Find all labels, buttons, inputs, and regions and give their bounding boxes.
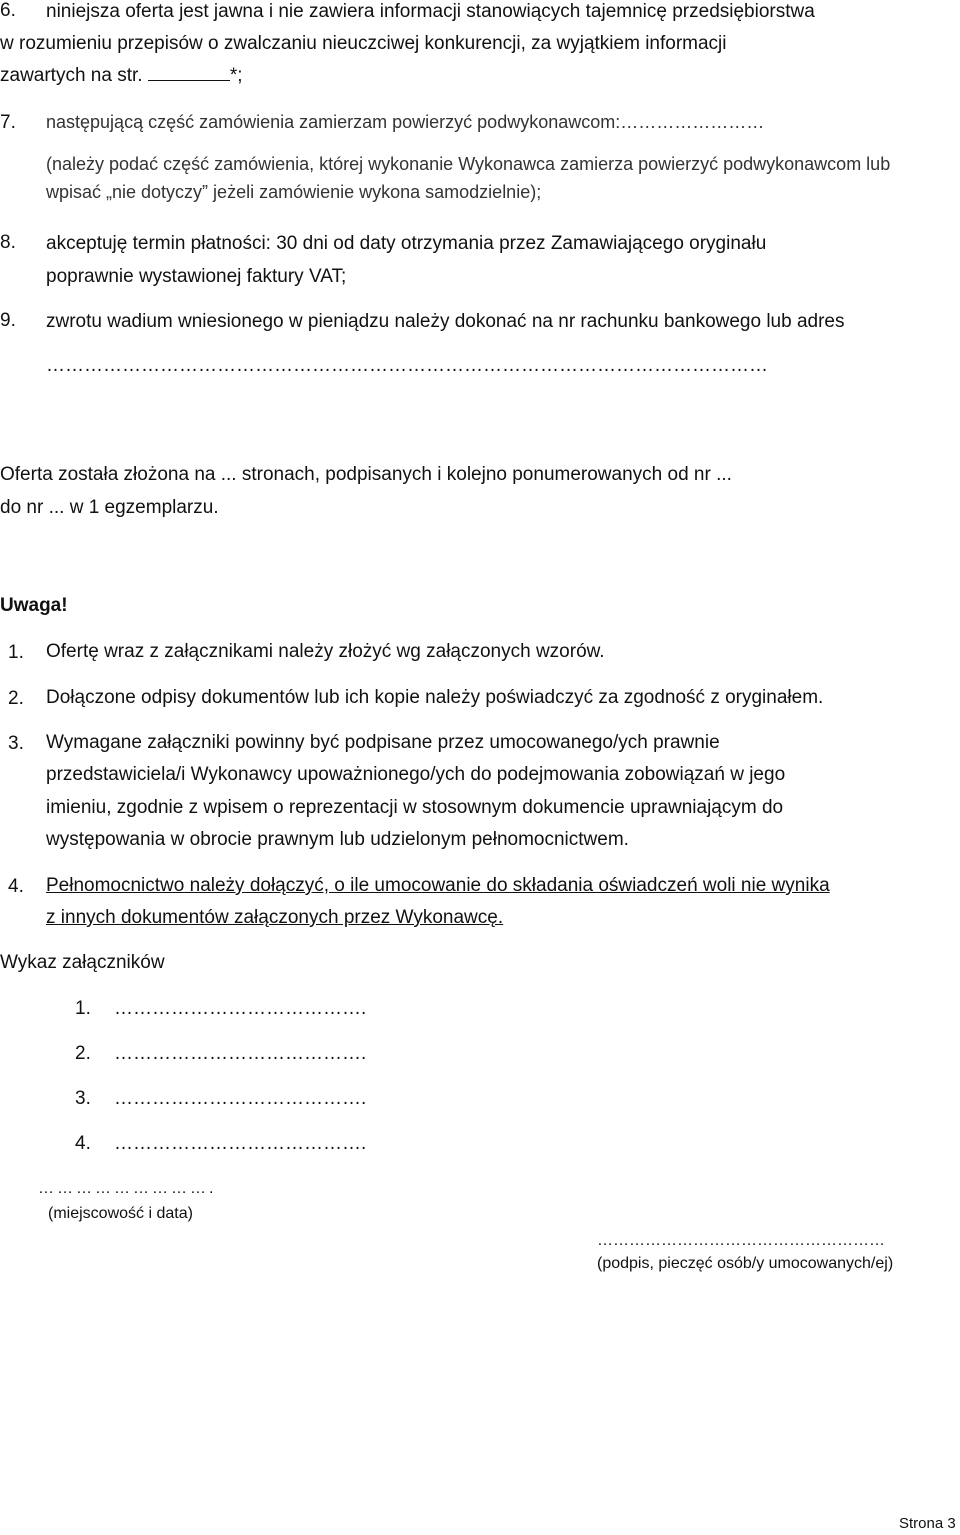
place-date-label: (miejscowość i data) [48,1205,193,1222]
item-6-line3-prefix: zawartych na str. [0,65,143,86]
attachment-dots: …………………………………. [114,1088,367,1109]
uwaga-4-number: 4. [8,876,24,897]
item-6-line1: niniejsza oferta jest jawna i nie zawiera informacji stanowiących tajemnicę przedsiębiorstwa [46,1,815,22]
page-number-blank [148,64,230,81]
attachment-dots: …………………………………. [114,1133,367,1154]
attachment-number: 1. [75,998,91,1019]
attachment-number: 2. [75,1043,91,1064]
item-7-note-line2: wpisać „nie dotyczy” jeżeli zamówienie wykona samodzielnie); [46,182,542,202]
item-7-number: 7. [0,112,16,133]
uwaga-1-text: Ofertę wraz z załącznikami należy złożyć wg załączonych wzorów. [46,641,605,662]
uwaga-4-line2: z innych dokumentów załączonych przez Wykonawcę. [46,907,504,928]
item-6-number: 6. [0,0,16,21]
item-8-line2: poprawnie wystawionej faktury VAT; [46,266,347,287]
offer-line1: Oferta została złożona na ... stronach, podpisanych i kolejno ponumerowanych od nr ... [0,464,732,485]
uwaga-heading: Uwaga! [0,595,68,616]
item-7-text: następującą część zamówienia zamierzam powierzyć podwykonawcom:…………………… [46,112,765,132]
attachment-number: 4. [75,1133,91,1154]
uwaga-3-line3: imieniu, zgodnie z wpisem o reprezentacji w stosownym dokumencie uprawniającym do [46,797,784,818]
uwaga-2-text: Dołączone odpisy dokumentów lub ich kopie należy poświadczyć za zgodność z oryginałem. [46,687,824,708]
item-6-line3-suffix: *; [229,65,243,86]
page-number-footer: Strona 3 [899,1515,956,1532]
item-8-line1: akceptuję termin płatności: 30 dni od daty otrzymania przez Zamawiającego oryginału [46,233,767,254]
uwaga-3-number: 3. [8,733,24,754]
item-9-text: zwrotu wadium wniesionego w pieniądzu należy dokonać na nr rachunku bankowego lub adres [46,311,845,332]
uwaga-3-line1: Wymagane załączniki powinny być podpisane przez umocowanego/ych prawnie [46,732,720,753]
signature-label: (podpis, pieczęć osób/y umocowanych/ej) [597,1255,894,1272]
item-9-dots: …………………………………………………………………………………………………… [46,355,768,376]
item-8-number: 8. [0,232,16,253]
item-7-note-line1: (należy podać część zamówienia, której wykonanie Wykonawca zamierza powierzyć podwykonawcom lub [46,154,891,174]
attachment-dots: …………………………………. [114,998,367,1019]
signature-dots: ……………………………………………… [597,1232,885,1249]
attachment-number: 3. [75,1088,91,1109]
attachment-dots: …………………………………. [114,1043,367,1064]
item-9-number: 9. [0,310,16,331]
uwaga-2-number: 2. [8,688,24,709]
item-6-line3 [0,60,243,92]
uwaga-4-line1: Pełnomocnictwo należy dołączyć, o ile umocowanie do składania oświadczeń woli nie wynika [46,875,830,896]
attachments-heading: Wykaz załączników [0,952,165,973]
item-6-line2: w rozumieniu przepisów o zwalczaniu nieuczciwej konkurencji, za wyjątkiem informacji [0,33,727,54]
uwaga-3-line4: występowania w obrocie prawnym lub udzielonym pełnomocnictwem. [46,829,629,850]
uwaga-1-number: 1. [8,642,24,663]
place-date-dots: ………………………. [38,1180,217,1197]
offer-line2: do nr ... w 1 egzemplarzu. [0,497,219,518]
uwaga-3-line2: przedstawiciela/i Wykonawcy upoważnionego/ych do podejmowania zobowiązań w jego [46,764,786,785]
